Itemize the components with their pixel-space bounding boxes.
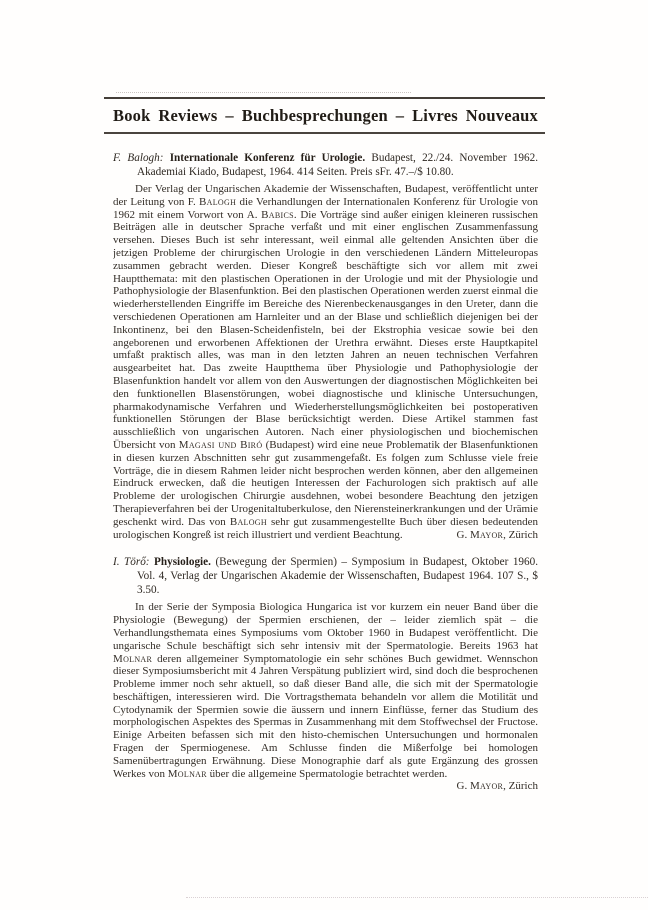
reviewer-signature: G. Mayor, Zürich [456,528,538,541]
review-body [113,183,538,541]
review-body [113,601,538,793]
review-body-text: In der Serie der Symposia Biologica Hungarica ist vor kurzem ein neuer Band über die Physiologie (Bewegung) der Spermien erschienen, der – leider ziemlich spät – die Verhandlungsthemata eines Symposiums vom Oktober 1960 in Budapest veröffentlicht. Die ungarische Schule beschäftigt sich sehr intensiv mit der Spermatologie. Bereits 1963 hat Molnar deren allgemeiner Symptomatologie ein sehr schönes Buch gewidmet. Wennschon dieser Symposiumsbericht mit 4 Jahren Verspätung publiziert wird, sind doch die besprochenen Probleme immer noch sehr aktuell, so daß dieser Band alle, die sich mit der Spermatologie beschäftigen, interessieren wird. Die Vortragsthemata behandeln vor allem die Motilität und Cytodynamik der Spermien sowie die äussern und innern Einflüsse, ferner das Studium des morphologischen Aspektes des Spermas in Zusammenhang mit dem Stoffwechsel der Fructose. Einige Arbeiten befassen sich mit den histo-chemischen Untersuchungen und hormonalen Fragen der Spermiogenese. Am Schlusse finden die Mißerfolge bei homologen Samenübertragungen Erwähnung. Diese Monographie darf als gute Ergänzung des grossen Werkes von Molnar über die allgemeine Spermatologie betrachtet werden. [113,601,538,780]
scan-artifact-dotted-line-bottom [186,897,648,898]
book-review [113,555,538,793]
reviewer-signature: G. Mayor, Zürich [456,780,538,793]
book-review [113,151,538,541]
review-citation: I. Törő: Physiologie. (Bewegung der Spermien) – Symposium in Budapest, Oktober 1960. Vol. 4, Verlag der Ungarischen Akademie der Wissenschaften, Budapest 1964. 107 S., $ 3.50. [113,556,539,597]
scan-artifact-dotted-line-top [116,92,411,93]
page-content [113,97,538,793]
review-body-text: Der Verlag der Ungarischen Akademie der Wissenschaften, Budapest, veröffentlicht unter der Leitung von F. Balogh die Verhandlungen der Internationalen Konferenz für Urologie von 1962 mit einem Vorwort von A. Babics. Die Vorträge sind außer einigen kleineren russischen Beiträgen alle in deutscher Sprache verfaßt und mit einer englischen Zusammenfassung versehen. Dieses Buch ist sehr interessant, weil einmal alle geltenden Ansichten über die jetzigen Probleme der chirurgischen Urologie in den verschiedenen Ländern Mitteleuropas zusammen gebracht werden. Dieser Kongreß beschäftigte sich vor allem mit zwei Hauptthemata: mit den plastischen Operationen in der Urologie und mit der Physiologie und Pathophysiologie der Blasenfunktion. Bei den plastischen Operationen werden zuerst einmal die wiederherstellenden Eingriffe im Bereiche des Nierenbeckenausganges in den Ureter, dann die verschiedenen Operationen am Harnleiter und an der Blase und schließlich diejenigen bei der Inkontinenz, bei den Blasen-Scheidenfisteln, bei der Ekstrophia vesicae sowie bei den angeborenen und erworbenen Affektionen der Urethra erwähnt. Dieses erste Hauptkapitel umfaßt praktisch alles, was man in den letzten Jahren an neuen technischen Verfahren ausgearbeitet hat. Das zweite Hauptthema über Physiologie und Pathophysiologie der Blasenfunktion handelt vor allem von den Auswertungen der diagnostischen Möglichkeiten bei den funktionellen Blasenstörungen, wobei diagnostische und klinische Untersuchungen, pharmakodynamische Verfahren und Wiederherstellungsmöglichkeiten bei postoperativen funktionellen Störungen der Blase berücksichtigt werden. Diese Artikel stammen fast ausschließlich von ungarischen Autoren. Nach einer physiologischen und biochemischen Übersicht von Magasi und Biró (Budapest) wird eine neue Problematik der Blasenfunktionen in diesen kurzen Abschnitten sehr gut zusammengefaßt. Es folgen zum Schlusse viele freie Vorträge, die in diesem Rahmen leider nicht besprochen werden können, aber den allgemeinen Eindruck erwecken, daß die heutigen Interessen der Fachurologen sich praktisch auf alle Probleme der urologischen Chirurgie ausdehnen, wobei besondere Beachtung den jetzigen Therapieverfahren bei der Urogenitaltuberkulose, den Nierensteinerkrankungen und der Urämie geschenkt wird. Das von Balogh sehr gut zusammengestellte Buch über diesen bedeutenden urologischen Kongreß ist reich illustriert und verdient Beachtung. [113,183,538,541]
section-title: Book Reviews – Buchbesprechungen – Livres Nouveaux [113,106,538,125]
masthead-rule-bottom [104,132,545,134]
review-citation: F. Balogh: Internationale Konferenz für Urologie. Budapest, 22./24. November 1962. Akademiai Kiado, Budapest, 1964. 414 Seiten. Preis sFr. 47.–/$ 10.80. [113,152,538,178]
